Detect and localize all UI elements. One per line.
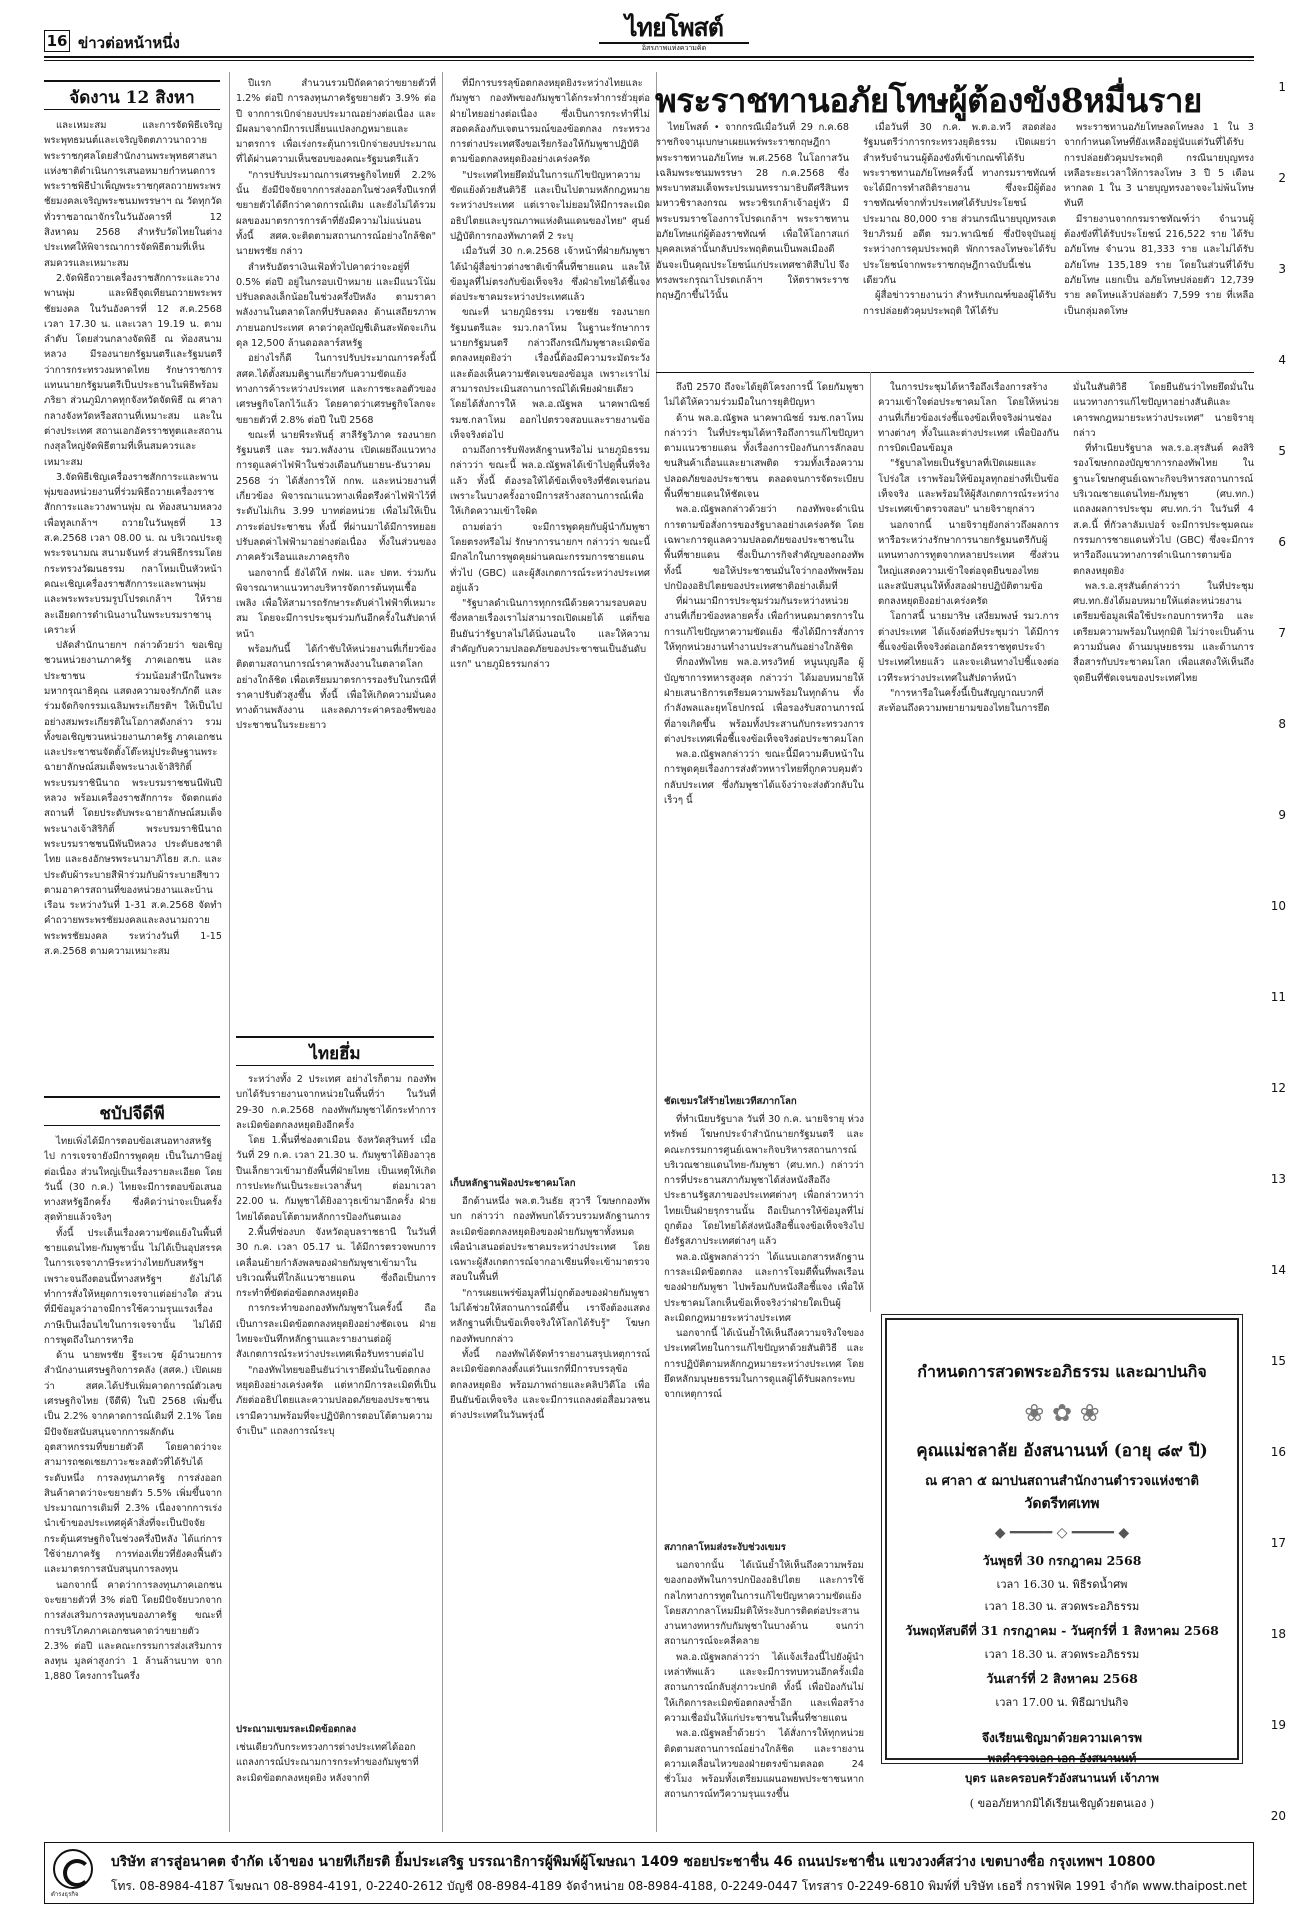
masthead-rule	[44, 56, 1254, 58]
margin-number: 6	[1278, 535, 1286, 549]
margin-number: 5	[1278, 444, 1286, 458]
article-column-4b: ที่ทำเนียบรัฐบาล วันที่ 30 ก.ค. นายจิรายุ ห่วงทรัพย์ โฆษกประจำสำนักนายกรัฐมนตรี และคณะกรรมการศูนย์เฉพาะกิจบริหารสถานการณ์บริเวณชายแดนไทย-กัมพูชา (ศบ.ทก.) กล่าวว่า การที่ประธานสภากัมพูชาได้ส่งหนังสือถึงประธานรัฐสภาของประเทศต่างๆ เพื่อกล่าวหาว่าไทยเป็นฝ่ายรุกรานนั้น ถือเป็นการให้ข้อมูลที่ไม่ถูกต้อง โดยไทยได้ส่งหนังสือชี้แจงข้อเท็จจริงไปยังรัฐสภาประเทศต่างๆ แล้ว พล.อ.ณัฐพลกล่าวว่า ได้แนบเอกสารหลักฐาน การละเมิดข้อตกลง และการโจมตีพื้นที่พลเรือนของฝ่ายกัมพูชา ไปพร้อมกับหนังสือชี้แจง เพื่อให้ประชาคมโลกเห็นข้อเท็จจริงว่าฝ่ายใดเป็นผู้ละเมิดกฎหมายระหว่างประเทศ นอกจากนี้ ได้เน้นย้ำให้เห็นถึงความจริงใจของประเทศไทยในการแก้ไขปัญหาด้วยสันติวิธี และการปฏิบัติตามหลักกฎหมายระหว่างประเทศ โดยยึดหลักมนุษยธรรมในการดูแลผู้ได้รับผลกระทบจากเหตุการณ์	[664, 1114, 864, 1401]
margin-number: 2	[1278, 171, 1286, 185]
column-divider	[229, 72, 230, 1832]
margin-number: 16	[1270, 1445, 1286, 1459]
masthead-rule-thin	[44, 60, 1254, 61]
notice-apology: ( ขออภัยหากมิได้เรียนเชิญด้วยตนเอง )	[969, 1797, 1155, 1810]
article-column-4c: นอกจากนั้น ได้เน้นย้ำให้เห็นถึงความพร้อมของกองทัพในการปกป้องอธิปไตย และการใช้กลไกทางการทูตในการแก้ไขปัญหาความขัดแย้ง โดยสภากลาโหมมีมติให้ระงับการติดต่อประสานงานทางทหารกับกัมพูชาในบางด้าน จนกว่าสถานการณ์จะคลี่คลาย พล.อ.ณัฐพลกล่าวว่า ได้แจ้งเรื่องนี้ไปยังผู้นำเหล่าทัพแล้ว และจะมีการทบทวนอีกครั้งเมื่อสถานการณ์กลับสู่ภาวะปกติ ทั้งนี้ เพื่อป้องกันไม่ให้เกิดการละเมิดข้อตกลงซ้ำอีก และเพื่อสร้างความเชื่อมั่นให้แก่ประชาชนในพื้นที่ชายแดน พล.อ.ณัฐพลย้ำด้วยว่า ได้สั่งการให้ทุกหน่วยติดตามสถานการณ์อย่างใกล้ชิด และรายงานความเคลื่อนไหวของฝ่ายตรงข้ามตลอด 24 ชั่วโมง พร้อมทั้งเตรียมแผนอพยพประชาชนหากสถานการณ์ทวีความรุนแรงขึ้น	[664, 1560, 864, 1801]
column-divider	[442, 72, 443, 1832]
notice-name: คุณแม่ชลาลัย อังสนานนท์ (อายุ ๘๙ ปี)	[916, 1441, 1208, 1461]
footer-line-1: บริษัท สารสู่อนาคต จำกัด เจ้าของ นายทีเกียรติ ยิ้มประเสริฐ บรรณาธิการผู้พิมพ์ผู้โฆษณา 1409 ซอยประชาชื่น 46 ถนนประชาชื่น แขวงวงศ์สว่าง เขตบางซื่อ กรุงเทพฯ 10800	[111, 1854, 1156, 1870]
margin-number: 4	[1278, 353, 1286, 367]
margin-number: 9	[1278, 808, 1286, 822]
lead-story: ไทยโพสต์ • จากกรณีเมื่อวันที่ 29 ก.ค.68 ราชกิจจานุเบกษาเผยแพร่พระราชกฤษฎีกาพระราชทานอภัยโทษ พ.ศ.2568 ในโอกาสวันเฉลิมพระชนมพรรษา 28 ก.ค.2568 ซึ่งพระบาทสมเด็จพระปรเมนทรรามาธิบดีศรีสินทรมหาวชิราลงกรณ พระวชิรเกล้าเจ้าอยู่หัว มีพระบรมราชโองการโปรดเกล้าฯ พระราชทานอภัยโทษแก่ผู้ต้องราชทัณฑ์ เพื่อให้โอกาสแก่บุคคลเหล่านั้นกลับประพฤติตนเป็นพลเมืองดี อันจะเป็นคุณประโยชน์แก่ประเทศชาติสืบไป จึงทรงพระกรุณาโปรดเกล้าฯ ให้ตราพระราชกฤษฎีกาขึ้นไว้นั้น เมื่อวันที่ 30 ก.ค. พ.ต.อ.ทวี สอดส่อง รัฐมนตรีว่าการกระทรวงยุติธรรม เปิดเผยว่า สำหรับจำนวนผู้ต้องขังที่เข้าเกณฑ์ได้รับพระราชทานอภัยโทษครั้งนี้ ทางกรมราชทัณฑ์จะได้มีการทำสถิติรายงาน ซึ่งจะมีผู้ต้องราชทัณฑ์จากทั่วประเทศได้รับประโยชน์ประมาณ 80,000 ราย ส่วนกรณีนายบุญทรงเตริยาภิรมย์ อดีต รมว.พาณิชย์ ซึ่งปัจจุบันอยู่ระหว่างการคุมประพฤติ พักการลงโทษจะได้รับประโยชน์จากพระราชกฤษฎีกาฉบับนี้เช่นเดียวกัน ผู้สื่อข่าวรายงานว่า สำหรับเกณฑ์ของผู้ได้รับการปล่อยตัวคุมประพฤติ ให้ได้รับ	[656, 122, 1056, 317]
article-column-5: ในการประชุมได้หารือถึงเรื่องการสร้างความเข้าใจต่อประชาคมโลก โดยให้หน่วยงานที่เกี่ยวข้องเร่งชี้แจงข้อเท็จจริงผ่านช่องทางต่างๆ ทั้งในและต่างประเทศ เพื่อป้องกันการบิดเบือนข้อมูล "รัฐบาลไทยเป็นรัฐบาลที่เปิดเผยและโปร่งใส เราพร้อมให้ข้อมูลทุกอย่างที่เป็นข้อเท็จจริง และพร้อมให้ผู้สังเกตการณ์ระหว่างประเทศเข้าตรวจสอบ" นายจิรายุกล่าว นอกจากนี้ นายจิรายุยังกล่าวถึงผลการหารือระหว่างรักษาการนายกรัฐมนตรีกับผู้แทนทางการทูตจากหลายประเทศ ซึ่งส่วนใหญ่แสดงความเข้าใจต่อจุดยืนของไทย และสนับสนุนให้ทั้งสองฝ่ายปฏิบัติตามข้อตกลงหยุดยิงอย่างเคร่งครัด โอกาสนี้ นายมาริษ เสงี่ยมพงษ์ รมว.การต่างประเทศ ได้แจ้งต่อที่ประชุมว่า ได้มีการชี้แจงข้อเท็จจริงต่อเอกอัครราชทูตประจำประเทศไทยแล้ว และจะเดินทางไปชี้แจงต่อเวทีระหว่างประเทศในสัปดาห์หน้า "การหารือในครั้งนี้เป็นสัญญาณบวกที่สะท้อนถึงความพยายามของไทยในการยึดมั่นในสันติวิธี โดยยืนยันว่าไทยยึดมั่นในแนวทางการแก้ไขปัญหาอย่างสันติและเคารพกฎหมายระหว่างประเทศ" นายจิรายุกล่าว ที่ทำเนียบรัฐบาล พล.ร.อ.สุรสันต์ คงสิริ รองโฆษกกองบัญชาการกองทัพไทย ในฐานะโฆษกศูนย์เฉพาะกิจบริหารสถานการณ์บริเวณชายแดนไทย-กัมพูชา (ศบ.ทก.) แถลงผลการประชุม ศบ.ทก.ว่า ในวันที่ 4 ส.ค.นี้ ที่กัวลาลัมเปอร์ จะมีการประชุมคณะกรรมการชายแดนทั่วไป (GBC) ซึ่งจะมีการหารือถึงแนวทางการดำเนินการตามข้อตกลงหยุดยิง พล.ร.อ.สุรสันต์กล่าวว่า ในที่ประชุม ศบ.ทก.ยังได้มอบหมายให้แต่ละหน่วยงานเตรียมข้อมูลเพื่อใช้ประกอบการหารือ และเตรียมความพร้อมในทุกมิติ ไม่ว่าจะเป็นด้านความมั่นคง ด้านมนุษยธรรม และด้านการสื่อสารกับประชาคมโลก เพื่อแสดงให้เห็นถึงจุดยืนที่ชัดเจนของประเทศไทย	[878, 382, 1254, 715]
notice-place: ณ ศาลา ๕ ฌาปนสถานสำนักงานตำรวจแห่งชาติ	[925, 1474, 1199, 1489]
section-title: ข่าวต่อหน้าหนึ่ง	[78, 34, 180, 52]
ornament-icon: ◆ ━━━━━ ◇ ━━━━━ ◆	[994, 1525, 1130, 1541]
notice-time-3: เวลา 17.00 น. พิธีฌาปนกิจ	[995, 1696, 1129, 1709]
flower-icon: ❀ ✿ ❀	[1024, 1399, 1100, 1427]
publisher-logo-icon	[53, 1849, 93, 1889]
notice-host: พลตำรวจเอก เอก อังสนานนท์	[987, 1751, 1137, 1765]
margin-number: 18	[1270, 1627, 1286, 1641]
column-divider	[870, 372, 871, 1312]
notice-invite: จึงเรียนเชิญมาด้วยความเคารพ	[982, 1731, 1142, 1745]
notice-host-family: บุตร และครอบครัวอังสนานนท์ เจ้าภาพ	[965, 1771, 1159, 1785]
margin-number: 15	[1270, 1354, 1286, 1368]
margin-number: 3	[1278, 262, 1286, 276]
margin-number: 13	[1270, 1172, 1286, 1186]
lead-story-cont: พระราชทานอภัยโทษลดโทษลง 1 ใน 3 จากกำหนดโทษที่ยังเหลืออยู่นับแต่วันที่ได้รับการปล่อยตัวคุมประพฤติ กรณีนายบุญทรงเหลือระยะเวลาให้การลงโทษ 3 ปี 5 เดือน หากลด 1 ใน 3 นายบุญทรงอาจจะไม่พ้นโทษทันที มีรายงานจากกรมราชทัณฑ์ว่า จำนวนผู้ต้องขังที่ได้รับประโยชน์ 216,522 ราย ได้รับอภัยโทษ จำนวน 81,333 ราย และไม่ได้รับอภัยโทษ 135,189 ราย โดยในส่วนที่ได้รับอภัยโทษ แยกเป็น อภัยโทษปล่อยตัว 12,739 ราย ลดโทษแล้วปล่อยตัว 7,599 ราย ที่เหลือเป็นกลุ่มลดโทษ	[1064, 122, 1254, 317]
footer-line-2: โทร. 08-8984-4187 โฆษณา 08-8984-4191, 0-2240-2612 บัญชี 08-8984-4189 จัดจำหน่าย 08-8984-4188, 0-2249-0447 โทรสาร 0-2249-6810 พิมพ์ที่ บริษัท เธอรี่ กราฟฟิค 1991 จำกัด www.thaipost.net	[111, 1879, 1247, 1893]
notice-temple: วัดตรีทศเทพ	[1024, 1496, 1100, 1512]
margin-number: 1	[1278, 80, 1286, 94]
newspaper-logo	[599, 14, 749, 53]
section-heading-3: ไทยฮึ่ม	[309, 1044, 361, 1064]
section-heading-2: ชบัปจีดีพี	[99, 1104, 165, 1124]
subheading: ชัดเขมรใส่ร้ายไทยเวทีสภากโลก	[664, 1096, 797, 1107]
margin-number: 20	[1270, 1809, 1286, 1823]
notice-date-2: วันพฤหัสบดีที่ 31 กรกฎาคม - วันศุกร์ที่ 1 สิงหาคม 2568	[905, 1623, 1219, 1638]
article-column-4: ถึงปี 2570 ถึงจะได้ยุติโครงการนี้ โดยกัมพูชาไม่ได้ให้ความร่วมมือในการยุติปัญหา ด้าน พล.อ.ณัฐพล นาคพาณิชย์ รมช.กลาโหม กล่าวว่า ในที่ประชุมได้หารือถึงการแก้ไขปัญหาตามแนวชายแดน ทั้งเรื่องการป้องกันการลักลอบขนสินค้าเถื่อนและยาเสพติด รวมทั้งเรื่องความปลอดภัยของประชาชน ตลอดจนการจัดระเบียบพื้นที่ชายแดนให้ชัดเจน พล.อ.ณัฐพลกล่าวด้วยว่า กองทัพจะดำเนินการตามข้อสั่งการของรัฐบาลอย่างเคร่งครัด โดยเฉพาะการดูแลความปลอดภัยของประชาชนในพื้นที่ชายแดน ซึ่งเป็นภารกิจสำคัญของกองทัพ ทั้งนี้ ขอให้ประชาชนมั่นใจว่ากองทัพพร้อมปกป้องอธิปไตยของประเทศชาติอย่างเต็มที่ ที่ผ่านมามีการประชุมร่วมกันระหว่างหน่วยงานที่เกี่ยวข้องหลายครั้ง เพื่อกำหนดมาตรการในการแก้ไขปัญหาความขัดแย้ง ซึ่งได้มีการสั่งการให้ทุกหน่วยงานทำงานประสานกันอย่างใกล้ชิด ที่กองทัพไทย พล.อ.ทรงวิทย์ หนูนบุญลือ ผู้บัญชาการทหารสูงสุด กล่าวว่า ได้มอบหมายให้ฝ่ายเสนาธิการเตรียมความพร้อมในทุกด้าน ทั้งกำลังพลและยุทโธปกรณ์ เพื่อรองรับสถานการณ์ที่อาจเกิดขึ้น พร้อมทั้งประสานกับกระทรวงการต่างประเทศเพื่อชี้แจงข้อเท็จจริงต่อประชาคมโลก พล.อ.ณัฐพลกล่าวว่า ขณะนี้มีความคืบหน้าในการพูดคุยเรื่องการส่งตัวทหารไทยที่ถูกควบคุมตัวกลับประเทศ ซึ่งกัมพูชาได้แจ้งว่าจะส่งตัวกลับในเร็วๆ นี้	[664, 382, 864, 807]
notice-time-2: เวลา 18.30 น. สวดพระอภิธรรม	[984, 1648, 1140, 1661]
notice-title: กำหนดการสวดพระอภิธรรม และฌาปนกิจ	[917, 1362, 1207, 1381]
logo-text: ไทยโพสต์	[624, 13, 724, 42]
logo-tagline: อิสรภาพแห่งความคิด	[599, 42, 749, 53]
article-column-1b: ไทยเพิ่งได้มีการตอบข้อเสนอทางสหรัฐไป การเจรจายังมีการพูดคุย เป็นในภาษีอยู่ต่อเนื่อง ส่วนใหญ่เป็นเรื่องรายละเอียด โดยวันนี้ (30 ก.ค.) ไทยจะมีการตอบข้อเสนอทางสหรัฐอีกครั้ง ซึ่งคิดว่าน่าจะเป็นครั้งสุดท้ายแล้วจริงๆ ทั้งนี้ ประเด็นเรื่องความขัดแย้งในพื้นที่ชายแดนไทย-กัมพูชานั้น ไม่ได้เป็นอุปสรรคในการเจรจาภาษีระหว่างไทยกับสหรัฐฯ เพราะจนถึงตอนนี้ทางสหรัฐฯ ยังไม่ได้ทำการสั่งให้หยุดการเจรจาแต่อย่างใด ส่วนที่มีข้อมูลว่าอาจมีการใช้ความรุนแรงเรื่องภาษีเป็นเงื่อนไขในการเจรจานั้น ไม่ได้มีการพูดถึงในการหารือ ด้าน นายพรชัย ฐีระเวช ผู้อำนวยการสำนักงานเศรษฐกิจการคลัง (สศค.) เปิดเผยว่า สศค.ได้ปรับเพิ่มคาดการณ์ตัวเลขเศรษฐกิจไทย (จีดีพี) ในปี 2568 เพิ่มขึ้นเป็น 2.2% จากคาดการณ์เดิมที่ 2.1% โดยมีปัจจัยสนับสนุนจากการผลักดันอุตสาหกรรมที่ขยายตัวดี โดยคาดว่าจะสามารถชดเชยภาวะชะลอตัวที่ได้รับได้ระดับหนึ่ง การลงทุนภาครัฐ การส่งออกสินค้าคาดว่าจะขยายตัว 5.5% เพิ่มขึ้นจากประมาณการเดิมที่ 2.3% เนื่องจากการเร่งนำเข้าของประเทศคู่ค้าสิ่งที่จะเป็นปัจจัยกระตุ้นเศรษฐกิจในช่วงครึ่งปีหลัง ได้แก่การใช้จ่ายภาครัฐ การท่องเที่ยวที่ยังคงฟื้นตัว และมาตรการสนับสนุนการลงทุน นอกจากนี้ คาดว่าการลงทุนภาคเอกชนจะขยายตัวที่ 3% ต่อปี โดยมีปัจจัยบวกจากการส่งเสริมการลงทุนของภาครัฐ ขณะที่การบริโภคภาคเอกชนคาดว่าขยายตัว 2.3% ต่อปี และคณะกรรมการส่งเสริมการลงทุน มูลค่าสูงกว่า 1 ล้านล้านบาท จาก 1,880 โครงการในครึ่ง	[44, 1136, 222, 1683]
page-number: 16	[44, 30, 70, 52]
margin-number: 11	[1270, 990, 1286, 1004]
margin-number: 14	[1270, 1263, 1286, 1277]
masthead	[44, 13, 1224, 54]
main-headline: พระราชทานอภัยโทษผู้ต้องขัง8หมื่นราย	[655, 81, 1202, 120]
section-heading: จัดงาน 12 สิงหา	[69, 88, 195, 108]
margin-number: 8	[1278, 717, 1286, 731]
margin-number: 19	[1270, 1718, 1286, 1732]
subheading: ประณามเขมรละเมิดข้อตกลง	[236, 1724, 357, 1735]
story-rule	[656, 372, 1254, 373]
margin-number: 12	[1270, 1081, 1286, 1095]
notice-date-3: วันเสาร์ที่ 2 สิงหาคม 2568	[986, 1671, 1138, 1686]
subheading: เก็บหลักฐานฟ้องประชาคมโลก	[450, 1178, 576, 1189]
publisher-logo-label: ดำรงธุรกิจ	[51, 1891, 79, 1898]
article-column-3b: อีกด้านหนึ่ง พล.ต.วินธัย สุวารี โฆษกกองทัพบก กล่าวว่า กองทัพบกได้รวบรวมหลักฐานการละเมิดข้อตกลงหยุดยิงของฝ่ายกัมพูชาทั้งหมด เพื่อนำเสนอต่อประชาคมระหว่างประเทศ โดยเฉพาะผู้สังเกตการณ์จากอาเซียนที่จะเข้ามาตรวจสอบในพื้นที่ "การเผยแพร่ข้อมูลที่ไม่ถูกต้องของฝ่ายกัมพูชาไม่ได้ช่วยให้สถานการณ์ดีขึ้น เราจึงต้องแสดงหลักฐานที่เป็นข้อเท็จจริงให้โลกได้รับรู้" โฆษกกองทัพบกกล่าว ทั้งนี้ กองทัพได้จัดทำรายงานสรุปเหตุการณ์ละเมิดข้อตกลงตั้งแต่วันแรกที่มีการบรรลุข้อตกลงหยุดยิง พร้อมภาพถ่ายและคลิปวิดีโอ เพื่อยืนยันข้อเท็จจริง และจะมีการแถลงต่อสื่อมวลชนต่างประเทศในวันพรุ่งนี้	[450, 1196, 650, 1422]
funeral-notice	[885, 1318, 1239, 1810]
notice-time-1a: เวลา 16.30 น. พิธีรดน้ำศพ	[996, 1578, 1128, 1591]
article-column-2c: เช่นเดียวกับกระทรวงการต่างประเทศได้ออกแถลงการณ์ประณามการกระทำของกัมพูชาที่ละเมิดข้อตกลงหยุดยิง หลังจากที่	[236, 1742, 419, 1784]
article-column-3: ที่มีการบรรลุข้อตกลงหยุดยิงระหว่างไทยและกัมพูชา กองทัพของกัมพูชาได้กระทำการยั่วยุต่อฝ่ายไทยอย่างต่อเนื่อง ซึ่งเป็นการกระทำที่ไม่สอดคล้องกับเจตนารมณ์ของข้อตกลง กระทรวงการต่างประเทศจึงขอเรียกร้องให้กัมพูชาปฏิบัติตามข้อตกลงหยุดยิงอย่างเคร่งครัด "ประเทศไทยยึดมั่นในการแก้ไขปัญหาความขัดแย้งด้วยสันติวิธี และเป็นไปตามหลักกฎหมายระหว่างประเทศ แต่เราจะไม่ยอมให้มีการละเมิดอธิปไตยและบูรณภาพแห่งดินแดนของไทย" ศูนย์ปฏิบัติการกองทัพภาคที่ 2 ระบุ เมื่อวันที่ 30 ก.ค.2568 เจ้าหน้าที่ฝ่ายกัมพูชาได้นำผู้สื่อข่าวต่างชาติเข้าพื้นที่ชายแดน และให้ข้อมูลที่ไม่ตรงกับข้อเท็จจริง ซึ่งฝ่ายไทยได้ชี้แจงต่อประชาคมระหว่างประเทศแล้ว ขณะที่ นายภูมิธรรม เวชยชัย รองนายกรัฐมนตรีและ รมว.กลาโหม ในฐานะรักษาการนายกรัฐมนตรี กล่าวถึงกรณีกัมพูชาละเมิดข้อตกลงหยุดยิงว่า เรื่องนี้ต้องมีความระมัดระวัง และต้องเห็นความชัดเจนของข้อมูล เพราะเราไม่สามารถประเมินสถานการณ์ได้เพียงฝ่ายเดียว โดยได้สั่งการให้ พล.อ.ณัฐพล นาคพาณิชย์ รมช.กลาโหม ออกไปตรวจสอบและรายงานข้อเท็จจริงต่อไป ถามถึงการรับฟังหลักฐานหรือไม่ นายภูมิธรรมกล่าวว่า ขณะนี้ พล.อ.ณัฐพลได้เข้าไปดูพื้นที่จริงแล้ว ทั้งนี้ ต้องรอให้ได้ข้อเท็จจริงที่ชัดเจนก่อน เพราะในบางครั้งอาจมีการสร้างสถานการณ์เพื่อให้เกิดความเข้าใจผิด ถามต่อว่า จะมีการพูดคุยกับผู้นำกัมพูชาโดยตรงหรือไม่ รักษาการนายกฯ กล่าวว่า ขณะนี้มีกลไกในการพูดคุยผ่านคณะกรรมการชายแดนทั่วไป (GBC) และผู้สังเกตการณ์ระหว่างประเทศอยู่แล้ว "รัฐบาลดำเนินการทุกกรณีด้วยความรอบคอบ ซึ่งหลายเรื่องเราไม่สามารถเปิดเผยได้ แต่ก็ขอยืนยันว่ารัฐบาลไม่ได้นิ่งนอนใจ และให้ความสำคัญกับความปลอดภัยของประชาชนเป็นอันดับแรก" นายภูมิธรรมกล่าว	[450, 78, 650, 671]
subheading: สภากลาโหมส่งระงับช่วงเขมร	[664, 1542, 786, 1553]
notice-date-1: วันพุธที่ 30 กรกฎาคม 2568	[982, 1553, 1142, 1568]
article-column-1: และเหมะสม และการจัดพิธีเจริญพระพุทธมนต์และเจริญจิตตภาวนาถวายพระราชกุศลโดยสำนักงานพระพุทธศาสนาแห่งชาติดำเนินการเสนอหมายกำหนดการพระราชพิธีบำเพ็ญพระราชกุศลถวายพระพรชัยมงคลเจริญพระชนมพรรษาฯ ณ วัดทุกวัดทั่วราชอาณาจักรในวันอังคารที่ 12 สิงหาคม 2568 สำหรับวัดไทยในต่างประเทศให้พิจารณาการจัดพิธีตามที่เห็นสมควรและเหมาะสม 2.จัดพิธีถวายเครื่องราชสักการะและวางพานพุ่ม และพิธีจุดเทียนถวายพระพรชัยมงคล ในวันอังคารที่ 12 ส.ค.2568 เวลา 17.30 น. และเวลา 19.19 น. ตามลำดับ โดยส่วนกลางจัดพิธี ณ ท้องสนามหลวง มีรองนายกรัฐมนตรีและรัฐมนตรีว่าการกระทรวงมหาดไทย รักษาราชการแทนนายกรัฐมนตรีเป็นประธานในพิธีพร้อมภริยา ส่วนภูมิภาคทุกจังหวัดจัดพิธี ณ ศาลากลางจังหวัดหรือสถานที่เหมาะสม และในต่างประเทศ สถานเอกอัครราชทูตและสถานกงสุลใหญ่จัดพิธีตามที่เห็นสมควรและเหมาะสม 3.จัดพิธีเชิญเครื่องราชสักการะและพานพุ่มของหน่วยงานที่ร่วมพิธีถวายเครื่องราชสักการะและวางพานพุ่ม ณ ท้องสนามหลวง เพื่อทูลเกล้าฯ ถวายในวันพุธที่ 13 ส.ค.2568 เวลา 08.00 น. ณ บริเวณประตูพระรจนามณ สนามจันทร์ ส่วนพิธีกรรมโดยกระทรวงวัฒนธรรม กลาโหมเป็นหัวหน้าคณะเชิญเครื่องราชสักการะและพานพุ่ม และพระพระบรมรูปโปรดเกล้าฯ ให้รายละเอียดการดำเนินงานในพระบรมราชานุเคราะห์ ปลัดสำนักนายกฯ กล่าวด้วยว่า ขอเชิญชวนหน่วยงานภาครัฐ ภาคเอกชน และประชาชน ร่วมน้อมสำนึกในพระมหากรุณาธิคุณ แสดงความจงรักภักดี และร่วมจัดกิจกรรมเฉลิมพระเกียรติฯ ให้เป็นไปอย่างสมพระเกียรติในโอกาสดังกล่าว รวมทั้งขอเชิญชวนหน่วยงานภาครัฐ ภาคเอกชน และประชาชนจัดตั้งโต๊ะหมู่ประดิษฐานพระฉายาลักษณ์สมเด็จพระนางเจ้าสิริกิติ์ พระบรมราชินีนาถ พระบรมราชชนนีพันปีหลวง พร้อมเครื่องราชสักการะ จัดตกแต่งสถานที่ โดยประดับพระฉายาลักษณ์สมเด็จพระนางเจ้าสิริกิติ์ พระบรมราชินีนาถ พระบรมราชชนนีพันปีหลวง ประดับธงชาติไทย และธงอักษรพระนามาภิไธย ส.ก. และประดับผ้าระบายสีฟ้าร่วมกับผ้าระบายสีขาว ตามอาคารสถานที่ของหน่วยงานและบ้านเรือน ระหว่างวันที่ 1-31 ส.ค.2568 จัดทำคำถวายพระพรชัยมงคลและลงนามถวายพระพรชัยมงคล ระหว่างวันที่ 1-15 ส.ค.2568 ตามความเหมาะสม	[44, 120, 222, 958]
notice-time-1b: เวลา 18.30 น. สวดพระอภิธรรม	[984, 1600, 1140, 1613]
margin-number: 7	[1278, 626, 1286, 640]
article-column-2b: ระหว่างทั้ง 2 ประเทศ อย่างไรก็ตาม กองทัพบกได้รับรายงานจากหน่วยในพื้นที่ว่า ในวันที่ 29-30 ก.ค.2568 กองทัพกัมพูชาได้กระทำการละเมิดข้อตกลงหยุดยิงอีกครั้ง โดย 1.พื้นที่ช่องตาเมือน จังหวัดสุรินทร์ เมื่อวันที่ 29 ก.ค. เวลา 21.30 น. กัมพูชาได้ยิงอาวุธปืนเล็กยาวเข้ามายังพื้นที่ฝ่ายไทย เป็นเหตุให้เกิดการปะทะกันเป็นระยะเวลาสั้นๆ ต่อมาเวลา 22.00 น. กัมพูชาได้ยิงอาวุธเข้ามาอีกครั้ง ฝ่ายไทยได้ตอบโต้ตามหลักการป้องกันตนเอง 2.พื้นที่ช่องบก จังหวัดอุบลราชธานี ในวันที่ 30 ก.ค. เวลา 05.17 น. ได้มีการตรวจพบการเคลื่อนย้ายกำลังพลของฝ่ายกัมพูชาเข้ามาในบริเวณพื้นที่ใกล้แนวชายแดน ซึ่งถือเป็นการกระทำที่ขัดต่อข้อตกลงหยุดยิง การกระทำของกองทัพกัมพูชาในครั้งนี้ ถือเป็นการละเมิดข้อตกลงหยุดยิงอย่างชัดเจน ฝ่ายไทยจะบันทึกหลักฐานและรายงานต่อผู้สังเกตการณ์ระหว่างประเทศเพื่อรับทราบต่อไป "กองทัพไทยขอยืนยันว่าเรายึดมั่นในข้อตกลงหยุดยิงอย่างเคร่งครัด แต่หากมีการละเมิดที่เป็นภัยต่ออธิปไตยและความปลอดภัยของประชาชน เรามีความพร้อมที่จะปฏิบัติการตอบโต้ตามความจำเป็น" แถลงการณ์ระบุ	[236, 1074, 436, 1437]
margin-number: 17	[1270, 1536, 1286, 1550]
footer-imprint	[44, 1842, 1254, 1904]
margin-number: 10	[1270, 899, 1286, 913]
article-column-2: ปีแรก สำนวนรวมปีถัดคาดว่าขยายตัวที่ 1.2% ต่อปี การลงทุนภาครัฐขยายตัว 3.9% ต่อปี จากการเบิกจ่ายงบประมาณอย่างต่อเนื่อง และมีผลมาจากมีการเปลี่ยนแปลงกฎหมายและมาตรการ เพื่อเร่งกระตุ้นการเบิกจ่ายงบประมาณ ที่ได้ผ่านความเห็นชอบของคณะรัฐมนตรีแล้ว "การปรับประมาณการเศรษฐกิจไทยที่ 2.2% นั้น ยังมีปัจจัยจากการส่งออกในช่วงครึ่งปีแรกที่ขยายตัวได้ดีกว่าคาดการณ์เดิม และยังไม่ได้รวมผลของมาตรการการค้าที่ยังมีความไม่แน่นอน ทั้งนี้ สศค.จะติดตามสถานการณ์อย่างใกล้ชิด" นายพรชัย กล่าว สำหรับอัตราเงินเฟ้อทั่วไปคาดว่าจะอยู่ที่ 0.5% ต่อปี อยู่ในกรอบเป้าหมาย และมีแนวโน้มปรับลดลงเล็กน้อยในช่วงครึ่งปีหลัง ตามราคาพลังงานในตลาดโลกที่ปรับลดลง ด้านเสถียรภาพภายนอกประเทศ คาดว่าดุลบัญชีเดินสะพัดจะเกินดุล 12,500 ล้านดอลลาร์สหรัฐ อย่างไรก็ดี ในการปรับประมาณการครั้งนี้ สศค.ได้ตั้งสมมติฐานเกี่ยวกับความขัดแย้งทางการค้าระหว่างประเทศ และการชะลอตัวของเศรษฐกิจโลกไว้แล้ว โดยคาดว่าเศรษฐกิจโลกจะขยายตัวที่ 2.8% ต่อปี ในปี 2568 ขณะที่ นายพีระพันธุ์ สาลีรัฐวิภาค รองนายกรัฐมนตรี และ รมว.พลังงาน เปิดเผยถึงแนวทางการดูแลค่าไฟฟ้าในช่วงเดือนกันยายน-ธันวาคม 2568 ว่า ได้สั่งการให้ กกพ. และหน่วยงานที่เกี่ยวข้อง พิจารณาแนวทางเพื่อตรึงค่าไฟฟ้าไว้ที่ระดับไม่เกิน 3.99 บาทต่อหน่วย เพื่อไม่ให้เป็นภาระต่อประชาชน ทั้งนี้ ที่ผ่านมาได้มีการทยอยปรับลดค่าไฟฟ้ามาอย่างต่อเนื่อง ทั้งในส่วนของภาคครัวเรือนและภาคธุรกิจ นอกจากนี้ ยังได้ให้ กฟผ. และ ปตท. ร่วมกันพิจารณาหาแนวทางบริหารจัดการต้นทุนเชื้อเพลิง เพื่อให้สามารถรักษาระดับค่าไฟฟ้าที่เหมาะสม โดยจะมีการประชุมร่วมกันอีกครั้งในสัปดาห์หน้า พร้อมกันนี้ ได้กำชับให้หน่วยงานที่เกี่ยวข้องติดตามสถานการณ์ราคาพลังงานในตลาดโลกอย่างใกล้ชิด เพื่อเตรียมมาตรการรองรับในกรณีที่ราคาปรับตัวสูงขึ้น ทั้งนี้ เพื่อให้เกิดความมั่นคงทางด้านพลังงาน และลดภาระค่าครองชีพของประชาชนในระยะยาว	[236, 78, 436, 732]
